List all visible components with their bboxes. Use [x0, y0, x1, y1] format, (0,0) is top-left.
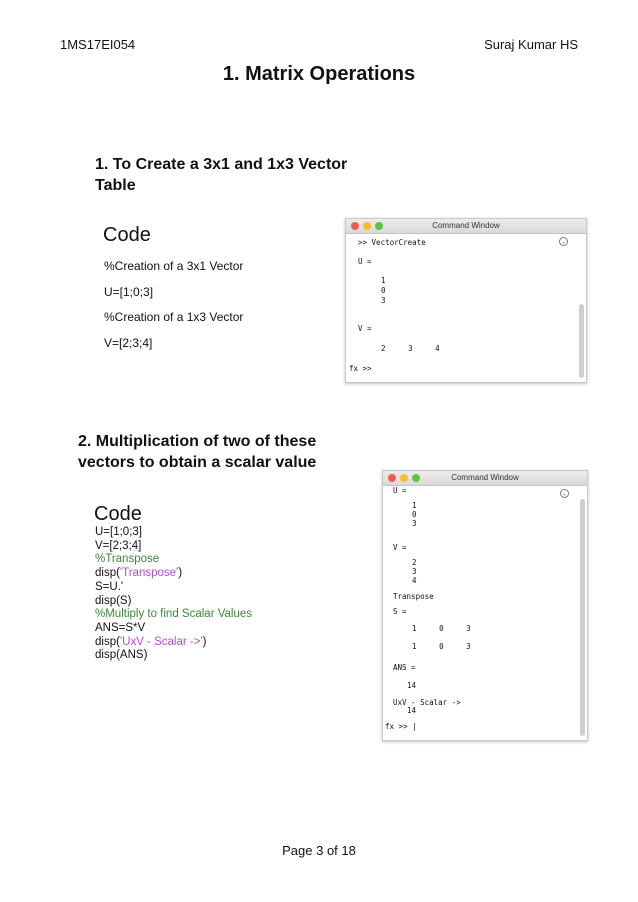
code-token: disp(ANS) [95, 649, 148, 662]
section2-code [95, 526, 252, 663]
code-token: disp(S) [95, 594, 132, 607]
code-token: disp( [95, 635, 120, 648]
command-window-2 [382, 470, 588, 741]
window-title: Command Window [451, 473, 519, 482]
console-line: V = [393, 543, 407, 552]
code-token: %Transpose [95, 553, 160, 566]
console-line: 3 [381, 296, 386, 305]
code-line [95, 526, 252, 540]
console-line: V = [358, 324, 372, 333]
section2-code-title: Code [94, 503, 142, 525]
console-line: 4 [412, 576, 417, 585]
code-line [95, 649, 252, 663]
code-line [95, 595, 252, 609]
section1-code [104, 258, 243, 361]
scrollbar[interactable] [579, 304, 584, 378]
console-line: 14 [407, 681, 417, 690]
console-line: ANS = [393, 663, 416, 672]
code-token: ) [178, 567, 183, 580]
console-output[interactable] [346, 234, 576, 382]
code-line: V=[2;3;4] [104, 336, 153, 351]
console-prompt[interactable]: fx >> [349, 364, 372, 373]
code-line [95, 567, 252, 581]
console-line: S = [393, 607, 407, 616]
console-line: 2 3 4 [381, 344, 440, 353]
console-line: 2 [412, 558, 417, 567]
console-line: 0 [412, 510, 417, 519]
page-number: Page 3 of 18 [282, 843, 356, 858]
code-line: U=[1;0;3] [104, 284, 154, 299]
code-line: %Creation of a 3x1 Vector [104, 259, 244, 273]
window-titlebar [346, 219, 586, 234]
code-line [95, 553, 252, 567]
code-token: S=U.' [95, 580, 124, 593]
page-title: 1. Matrix Operations [222, 63, 416, 85]
console-line: 1 0 3 [412, 642, 471, 651]
expand-icon[interactable]: ⌄ [560, 489, 569, 498]
code-token: ) [202, 635, 207, 648]
console-line: 3 [412, 567, 417, 576]
code-token: 'Transpose' [119, 567, 179, 580]
section1-heading: 1. To Create a 3x1 and 1x3 Vector Table [95, 156, 348, 194]
expand-icon[interactable]: ⌄ [559, 237, 568, 246]
section1-code-title: Code [103, 224, 151, 246]
console-line: 1 0 3 [412, 624, 471, 633]
code-token: %Multiply to find Scalar Values [95, 608, 253, 621]
code-line: %Creation of a 1x3 Vector [104, 310, 244, 325]
window-title: Command Window [432, 221, 500, 230]
console-line: Transpose [393, 592, 434, 601]
scrollbar[interactable] [580, 499, 585, 736]
console-line: 0 [381, 286, 386, 295]
code-line [95, 608, 252, 622]
console-output[interactable] [383, 486, 577, 740]
console-line: >> VectorCreate [358, 238, 426, 247]
header-left-id: 1MS17EI054 [60, 37, 136, 52]
console-prompt[interactable]: fx >> | [385, 722, 417, 731]
code-token: disp( [95, 567, 120, 580]
console-line: 14 [407, 706, 417, 715]
console-line: 1 [381, 276, 386, 285]
code-token: 'UxV - Scalar ->' [119, 635, 203, 648]
console-line: U = [358, 257, 372, 266]
header-author: Suraj Kumar HS [484, 37, 578, 52]
window-titlebar [383, 471, 587, 486]
code-line [95, 581, 252, 595]
command-window-1 [345, 218, 587, 383]
code-line [95, 636, 252, 650]
console-line: 1 [412, 501, 417, 510]
code-token: V=[2;3;4] [95, 539, 142, 552]
section2-heading: 2. Multiplication of two of these vectors to obtain a scalar value [78, 433, 317, 471]
code-line [95, 540, 252, 554]
console-line: UxV - Scalar -> [393, 698, 461, 707]
code-token: ANS=S*V [95, 621, 146, 634]
code-line [95, 622, 252, 636]
code-token: U=[1;0;3] [95, 526, 142, 538]
console-line: U = [393, 486, 407, 495]
console-line: 3 [412, 519, 417, 528]
